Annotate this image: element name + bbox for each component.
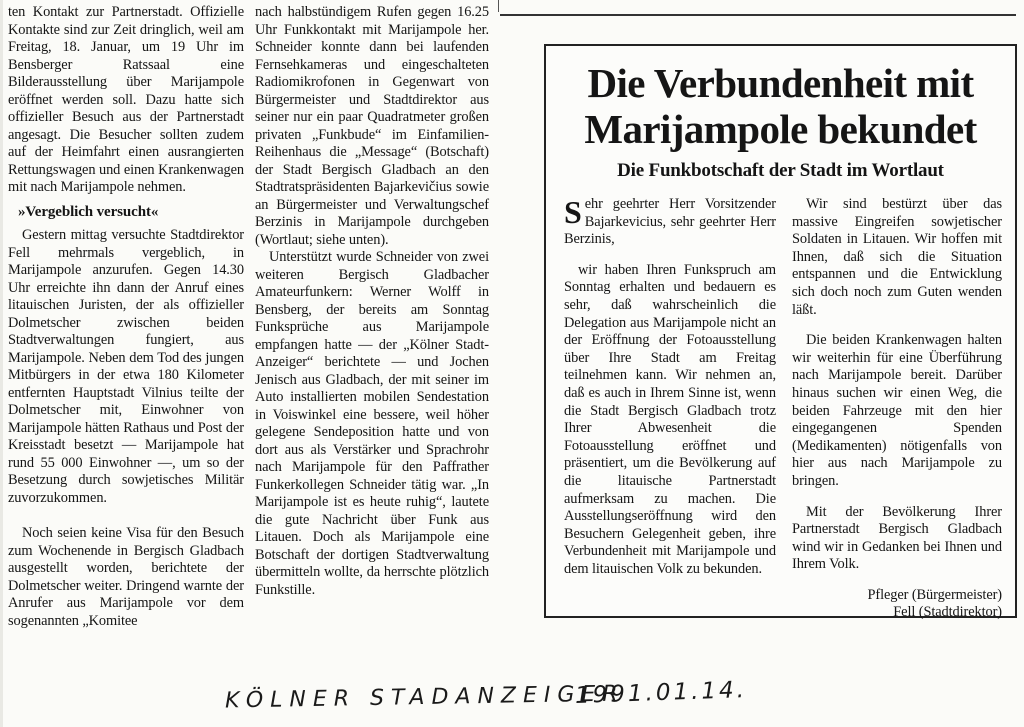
signature-director: Fell (Stadtdirektor) [893,604,1002,621]
article-column-2 [255,4,489,599]
box-paragraph: wir haben Ihren Funkspruch am Sonntag erhalten und bedauern es sehr, daß wahrscheinlich die Delegation aus Marijampole nicht an der Eröffnung der Fotoausstellung über Ihre Stadt am Freitag teilnehmen kann. Wir nehmen an, daß es auch in Ihrem Sinne ist, wenn die Stadt Bergisch Gladbach trotz Ihrer Abwesenheit die Fotoausstellung eröffnet und präsentiert, um die Bevölkerung auf die litauische Partnerstadt aufmerksam zu machen. Die Ausstellungseröffnung wird den Besuchern Gelegenheit geben, ihre Verbundenheit mit Marijampole und dem litauischen Volk zu bekunden. [564,261,776,577]
article-paragraph: Noch seien keine Visa für den Besuch zum Wochenende in Bergisch Gladbach ausgestellt worden, berichtete der Dolmetscher weiter. Dringend warnte der Anrufer aus Marijampole vor dem sogenannten „Komitee [8,525,244,629]
handwritten-source: KÖLNER STADANZEIGER [224,681,625,714]
message-box [544,44,1017,621]
article-subheading: »Vergeblich versucht« [18,203,159,220]
article-paragraph: Gestern mittag versuchte Stadtdirektor Fell mehrmals vergeblich, in Marijampole anzurufen. Gegen 14.30 Uhr erreichte ihn dann der Anruf eines litauischen Juristen, der als offizieller Dolmetscher zwischen beiden Stadtverwaltungen fungiert, aus Marijampole. Neben dem Tod des jungen Mitbürgers in der etwa 180 Kilometer entfernten Hauptstadt Vilnius teilte der Dolmetscher mit, Einwohner von Marijampole hätten Rathaus und Post der Kreisstadt besetzt — Marijampole hat rund 55 000 Einwohner —, um so der Besetzung durch sowjetisches Militär zuvorzukommen. [8,227,244,506]
top-rule [500,14,1016,16]
box-column-2 [792,196,1002,622]
box-headline: Die Verbundenheit mit Marijampole bekundet [584,60,977,152]
column-rule [498,0,499,12]
drop-cap: S [564,194,582,230]
article-paragraph: Unterstützt wurde Schneider von zwei weiteren Bergisch Gladbacher Amateurfunkern: Werner Wolff in Bensberg, der bereits am Sonntag Funksprüche aus Marijampole empfangen hatte — der „Kölner Stadt-Anzeiger“ berichtete — und Jochen Jenisch aus Gladbach, der mit seiner im Auto installierten mobilen Sendestation in Voiswinkel eine bessere, weil höher gelegene Sendeposition hatte und von dort aus als Verstärker und Sprachrohr nach Marijampole für den Paffrather Funkerkollegen Schneider tätig war. „In Marijampole ist es heute ruhig“, lautete die gute Nachricht über Funk aus Litauen. Doch als Marijampole eine Botschaft der dortigen Stadtverwaltung übermitteln wollte, da herrschte plötzlich Funkstille. [255,249,489,598]
article-column-1 [8,4,244,630]
greeting [564,196,776,249]
signature-mayor: Pfleger (Bürgermeister) [867,586,1002,603]
box-paragraph: Wir sind bestürzt über das massive Eingreifen sowjetischer Soldaten in Litauen. Wir hoffen mit Ihnen, daß sich die Situation entspannen und die Entwicklung sich doch noch zum Guten wenden läßt. [792,196,1002,318]
handwritten-date: 1991.01.14. [574,677,748,709]
box-subheadline: Die Funkbotschaft der Stadt im Wortlaut [617,160,944,181]
box-paragraph: Die beiden Krankenwagen halten wir weiterhin für eine Überführung nach Marijampole bereit. Darüber hinaus suchen wir einen Weg, die beiden Fahrzeuge mit den hier eingegangenen Spenden (Medikamenten) nötigenfalls von hier aus nach Marijampole zu bringen. [792,332,1002,489]
greeting-text: ehr geehrter Herr Vorsitzender Bajarkevicius, sehr geehrter Herr Berzinis, [564,196,776,248]
scan-edge [0,0,3,727]
article-paragraph: nach halbstündigem Rufen gegen 16.25 Uhr Funkkontakt mit Marijampole her. Schneider konnte dann bei laufenden Fernsehkameras und eingeschalteten Radiomikrofonen in Gegenwart von Bürgermeister und Stadtdirektor aus seiner nur ein paar Quadratmeter großen privaten „Funkbude“ im Einfamilien-Reihenhaus die „Message“ (Botschaft) der Stadt Bergisch Gladbach an den Stadtratspräsidenten Bajarkevičius sowie an Bürgermeister und Verwaltungschef Berzinis in Marijampole durchgeben (Wortlaut; siehe unten). [255,4,489,248]
article-paragraph: ten Kontakt zur Partnerstadt. Offizielle Kontakte sind zur Zeit dringlich, weil am Freitag, 18. Januar, um 19 Uhr im Bensberger Ratssaal eine Bilderausstellung über Marijampole eröffnet werden soll. Dazu hatte sich offizieller Besuch aus der Partnerstadt angesagt. Die Besucher sollten zudem auf der Heimfahrt einen ausrangierten Rettungswagen und einen Krankenwagen mit nach Marijampole nehmen. [8,4,244,195]
box-paragraph: Mit der Bevölkerung Ihrer Partnerstadt Bergisch Gladbach wind wir in Gedanken bei Ihnen und Ihrem Volk. [792,503,1002,573]
box-column-1 [564,196,776,578]
